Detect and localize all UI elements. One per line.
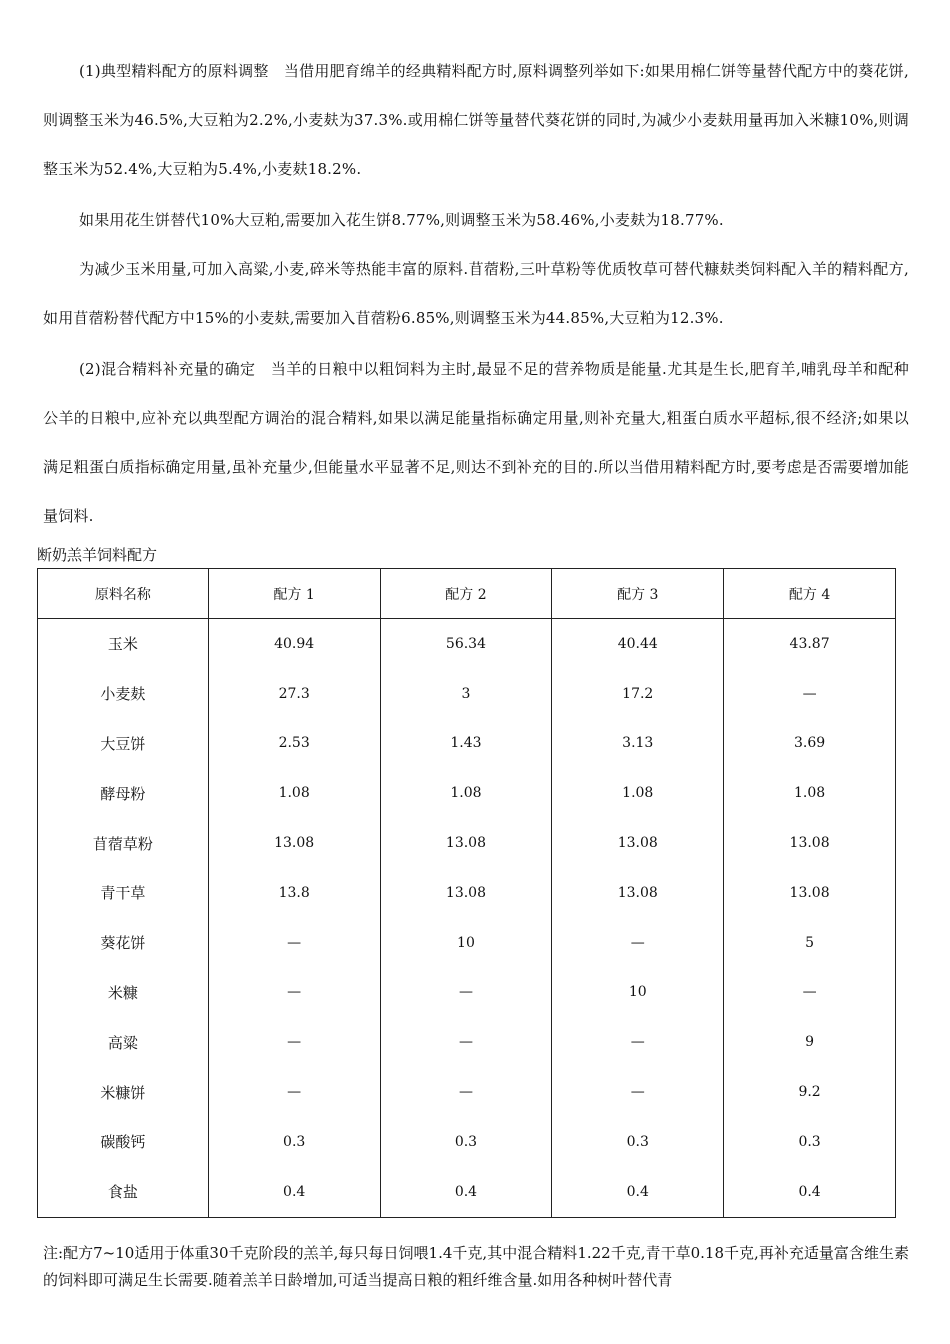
ingredient-name: 苜蓿草粉 [38,818,209,868]
table-row [38,768,896,818]
table-cell: — [552,1017,724,1067]
table-cell: 1.08 [724,768,896,818]
table-cell: 13.08 [724,868,896,918]
ingredient-name: 碳酸钙 [38,1117,209,1167]
table-cell: 56.34 [380,619,552,669]
table-cell: 13.8 [208,868,380,918]
table-cell: — [208,968,380,1018]
column-header: 配方 1 [208,569,380,619]
table-cell: 0.4 [552,1167,724,1217]
table-cell: — [380,1017,552,1067]
ingredient-name: 葵花饼 [38,918,209,968]
table-cell: 13.08 [380,868,552,918]
table-cell: 9 [724,1017,896,1067]
table-cell: — [380,1067,552,1117]
table-cell: 13.08 [380,818,552,868]
table-cell: 40.44 [552,619,724,669]
table-cell: — [208,1067,380,1117]
table-cell: 13.08 [552,868,724,918]
table-cell: 0.3 [208,1117,380,1167]
ingredient-name: 酵母粉 [38,768,209,818]
table-cell: — [552,918,724,968]
table-cell: 9.2 [724,1067,896,1117]
paragraph-2 [43,196,909,245]
table-cell: — [552,1067,724,1117]
table-row [38,918,896,968]
table-cell: 10 [552,968,724,1018]
table-row [38,1067,896,1117]
table-cell: 13.08 [208,818,380,868]
paragraph-1-text: (1)典型精料配方的原料调整 当借用肥育绵羊的经典精料配方时,原料调整列举如下:如果用棉仁饼等量替代配方中的葵花饼,则调整玉米为46.5%,大豆粕为2.2%,小麦麸为37.3%.或用棉仁饼等量替代葵花饼的同时,为减少小麦麸用量再加入米糠10%,则调整玉米为52.4%,大豆粕为5.4%,小麦麸18.2%. [43,62,909,178]
table-cell: 0.3 [380,1117,552,1167]
paragraph-2-text: 如果用花生饼替代10%大豆粕,需要加入花生饼8.77%,则调整玉米为58.46%,小麦麸为18.77%. [79,211,724,229]
table-row [38,818,896,868]
table-cell: 13.08 [724,818,896,868]
table-cell: — [724,968,896,1018]
table-cell: 13.08 [552,818,724,868]
paragraph-1 [43,47,909,194]
column-header: 配方 2 [380,569,552,619]
paragraph-4-text: (2)混合精料补充量的确定 当羊的日粮中以粗饲料为主时,最显不足的营养物质是能量.尤其是生长,肥育羊,哺乳母羊和配种公羊的日粮中,应补充以典型配方调治的混合精料,如果以满足能量指标确定用量,则补充量大,粗蛋白质水平超标,很不经济;如果以满足粗蛋白质指标确定用量,虽补充量少,但能量水平显著不足,则达不到补充的目的.所以当借用精料配方时,要考虑是否需要增加能量饲料. [43,360,909,525]
table-cell: 27.3 [208,669,380,719]
table-cell: 1.08 [380,768,552,818]
ingredient-name: 青干草 [38,868,209,918]
table-caption: 断奶羔羊饲料配方 [37,546,158,564]
table-cell: — [208,1017,380,1067]
feed-formula-table [37,568,896,1218]
table-cell: 3.13 [552,719,724,769]
table-cell: 43.87 [724,619,896,669]
column-header: 原料名称 [38,569,209,619]
column-header: 配方 3 [552,569,724,619]
table-cell: 0.3 [552,1117,724,1167]
table-cell: — [208,918,380,968]
table-cell: 0.4 [208,1167,380,1217]
table-note: 注:配方7~10适用于体重30千克阶段的羔羊,每只每日饲喂1.4千克,其中混合精料1.22千克,青干草0.18千克,再补充适量富含维生素的饲料即可满足生长需要.随着羔羊日龄增加,可适当提高日粮的粗纤维含量.如用各种树叶替代青 [43,1244,909,1289]
table-cell: 3 [380,669,552,719]
table-cell: 5 [724,918,896,968]
ingredient-name: 米糠 [38,968,209,1018]
table-row [38,1167,896,1217]
table-cell: 17.2 [552,669,724,719]
table-cell: 0.3 [724,1117,896,1167]
table-cell: 40.94 [208,619,380,669]
table-cell: 1.08 [208,768,380,818]
ingredient-name: 高粱 [38,1017,209,1067]
table-cell: 2.53 [208,719,380,769]
table-row [38,968,896,1018]
paragraph-3 [43,245,909,343]
table-row [38,619,896,669]
paragraph-3-text: 为减少玉米用量,可加入高粱,小麦,碎米等热能丰富的原料.苜蓿粉,三叶草粉等优质牧草可替代糠麸类饲料配入羊的精料配方,如用苜蓿粉替代配方中15%的小麦麸,需要加入苜蓿粉6.85%,则调整玉米为44.85%,大豆粕为12.3%. [43,260,909,327]
ingredient-name: 小麦麸 [38,669,209,719]
table-cell: 10 [380,918,552,968]
table-header-row [38,569,896,619]
column-header: 配方 4 [724,569,896,619]
table-cell: 0.4 [724,1167,896,1217]
table-row [38,1117,896,1167]
ingredient-name: 玉米 [38,619,209,669]
table-row [38,669,896,719]
table-row [38,868,896,918]
table-cell: 1.08 [552,768,724,818]
table-row [38,1017,896,1067]
table-cell: — [380,968,552,1018]
ingredient-name: 大豆饼 [38,719,209,769]
ingredient-name: 食盐 [38,1167,209,1217]
table-row [38,719,896,769]
table-cell: 1.43 [380,719,552,769]
ingredient-name: 米糠饼 [38,1067,209,1117]
table-cell: — [724,669,896,719]
paragraph-4 [43,345,909,541]
table-cell: 0.4 [380,1167,552,1217]
table-cell: 3.69 [724,719,896,769]
